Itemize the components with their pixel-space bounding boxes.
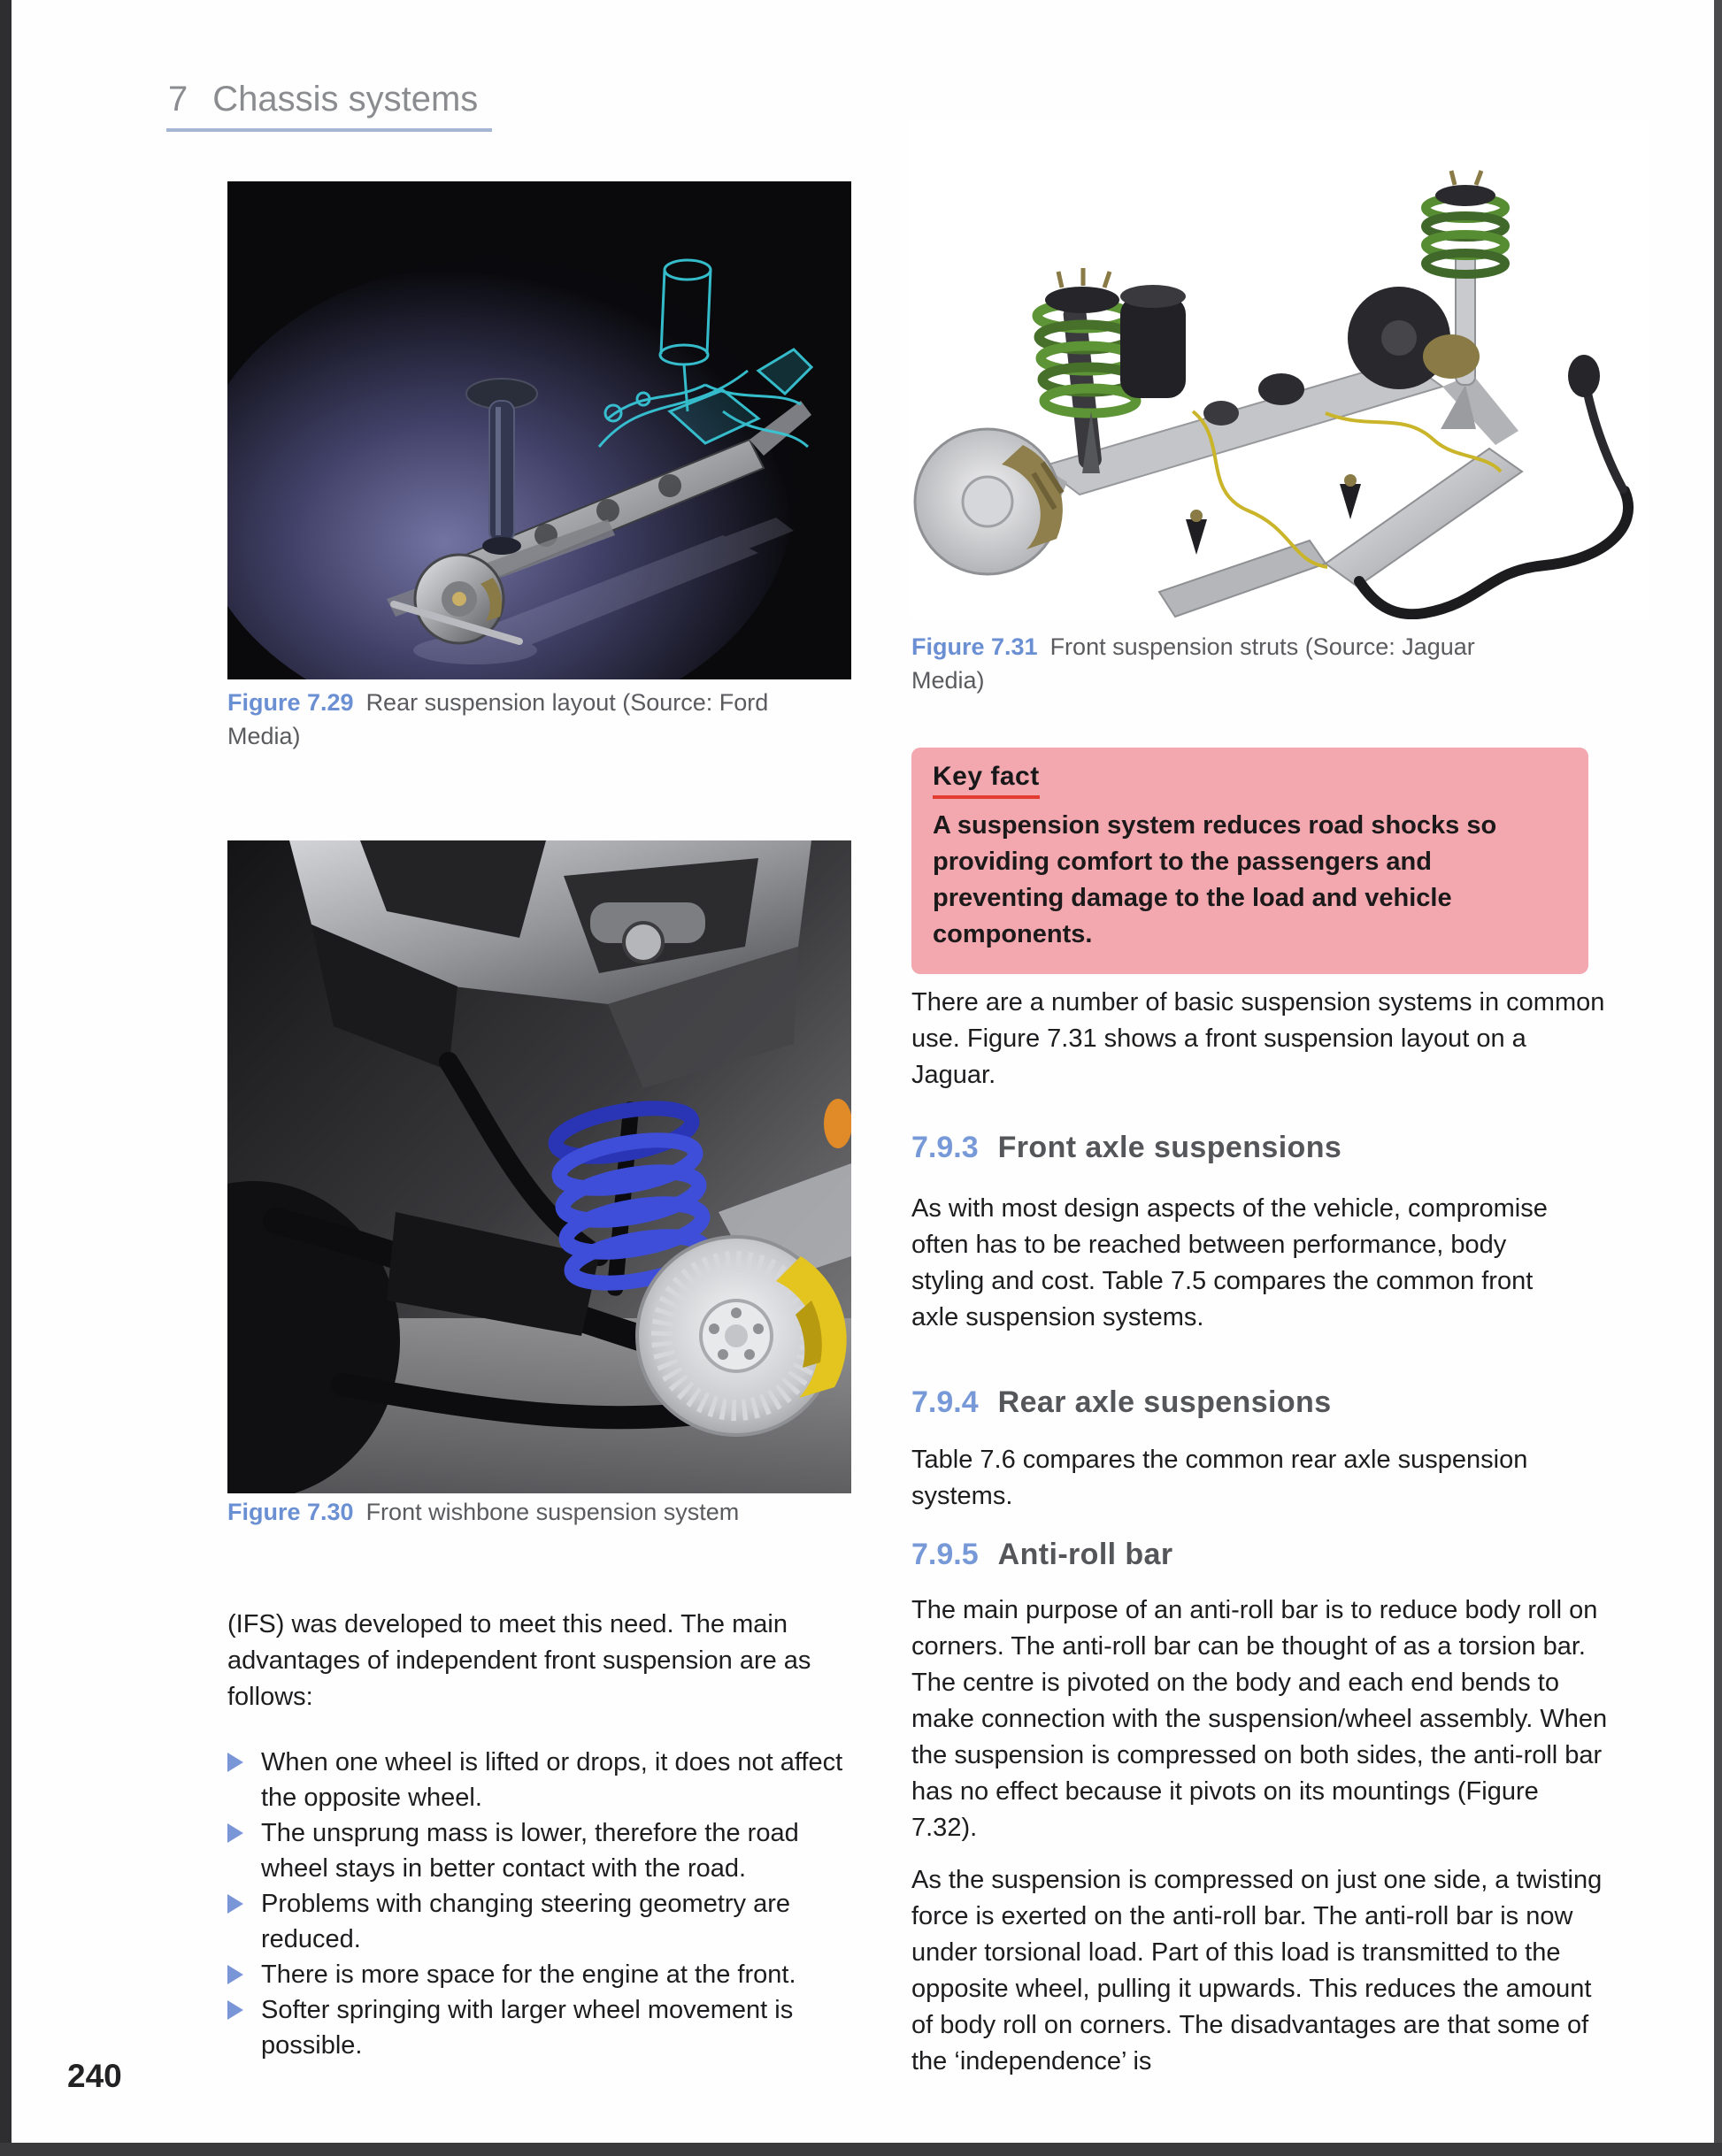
figure-7-30-caption-text: Front wishbone suspension system — [365, 1499, 740, 1525]
bullet-triangle-icon — [227, 1965, 243, 1984]
section-title: Rear axle suspensions — [997, 1385, 1332, 1419]
page-edge-bottom — [0, 2143, 1722, 2156]
bullet-triangle-icon — [227, 1753, 243, 1772]
ifs-intro-paragraph: (IFS) was developed to meet this need. The main advantages of independent front suspension are as follows: — [227, 1610, 811, 1711]
list-item: When one wheel is lifted or drops, it does not affect the opposite wheel. — [227, 1745, 861, 1815]
page-number: 240 — [67, 2058, 122, 2094]
key-fact-body: A suspension system reduces road shocks so providing comfort to the passengers and preventing damage to the load and vehicle components. — [933, 811, 1497, 948]
list-item: Softer springing with larger wheel movement is possible. — [227, 1992, 861, 2063]
chapter-header — [166, 80, 492, 132]
section-heading-795 — [911, 1538, 1173, 1572]
bullet-triangle-icon — [227, 1894, 243, 1914]
indicator-lamp — [824, 1099, 851, 1148]
key-fact-title: Key fact — [933, 762, 1040, 799]
section-number: 7.9.3 — [911, 1131, 979, 1164]
section-793-paragraph: As with most design aspects of the vehicle, compromise often has to be reached between performance, body styling and cost. Table 7.5 compares the common front axle suspension systems. — [911, 1194, 1548, 1331]
section-heading-793 — [911, 1131, 1341, 1165]
page-edge-right — [1714, 0, 1722, 2156]
section-heading-794 — [911, 1385, 1332, 1420]
section-title: Anti-roll bar — [997, 1538, 1173, 1571]
section-795-paragraph-1: The main purpose of an anti-roll bar is to reduce body roll on corners. The anti-roll bar can be thought of as a torsion bar. The centre is pivoted on the body and each end bends to make connection with the suspension/wheel assembly. When the suspension is compressed on both sides, the anti-roll bar has no effect because it pivots on its mountings (Figure 7.32). — [911, 1596, 1608, 1842]
chapter-number: 7 — [168, 80, 188, 119]
list-item: There is more space for the engine at the front. — [227, 1957, 861, 1992]
figure-7-30-image — [227, 840, 851, 1493]
intro-paragraph: There are a number of basic suspension systems in common use. Figure 7.31 shows a front suspension layout on a Jaguar. — [911, 988, 1605, 1089]
figure-7-30-label: Figure 7.30 — [227, 1499, 354, 1525]
bullet-triangle-icon — [227, 2000, 243, 2020]
figure-7-31-caption — [911, 630, 1531, 697]
key-fact-box — [911, 748, 1588, 974]
section-795-paragraph-2: As the suspension is compressed on just one side, a twisting force is exerted on the anti-roll bar. The anti-roll bar is now under torsional load. Part of this load is transmitted to the opposite wheel, pulling it upwards. This reduces the amount of body roll on corners. The disadvantages are that some of the ‘independence’ is — [911, 1866, 1603, 2075]
bushing-mount — [1568, 355, 1600, 397]
section-number: 7.9.5 — [911, 1538, 979, 1571]
list-item: Problems with changing steering geometry are reduced. — [227, 1886, 861, 1957]
front-brake-disc — [915, 429, 1063, 574]
figure-7-30-caption — [227, 1495, 847, 1529]
figure-7-31-label: Figure 7.31 — [911, 633, 1038, 660]
bullet-triangle-icon — [227, 1823, 243, 1843]
figure-7-29-label: Figure 7.29 — [227, 689, 354, 716]
figure-7-29-caption-text: Rear suspension layout (Source: Ford Media) — [227, 689, 769, 749]
list-item: The unsprung mass is lower, therefore the road wheel stays in better contact with the road. — [227, 1815, 861, 1886]
ifs-advantages-list — [227, 1745, 861, 2063]
page-edge-left — [0, 0, 12, 2156]
chapter-title: Chassis systems — [212, 80, 479, 119]
section-number: 7.9.4 — [911, 1385, 979, 1419]
figure-7-29-image — [227, 181, 851, 679]
figure-7-31-caption-text: Front suspension struts (Source: Jaguar Media) — [911, 633, 1475, 694]
section-794-paragraph: Table 7.6 compares the common rear axle suspension systems. — [911, 1446, 1528, 1510]
figure-7-29-caption — [227, 686, 811, 753]
figure-7-31-image — [910, 119, 1649, 619]
section-title: Front axle suspensions — [997, 1131, 1342, 1164]
